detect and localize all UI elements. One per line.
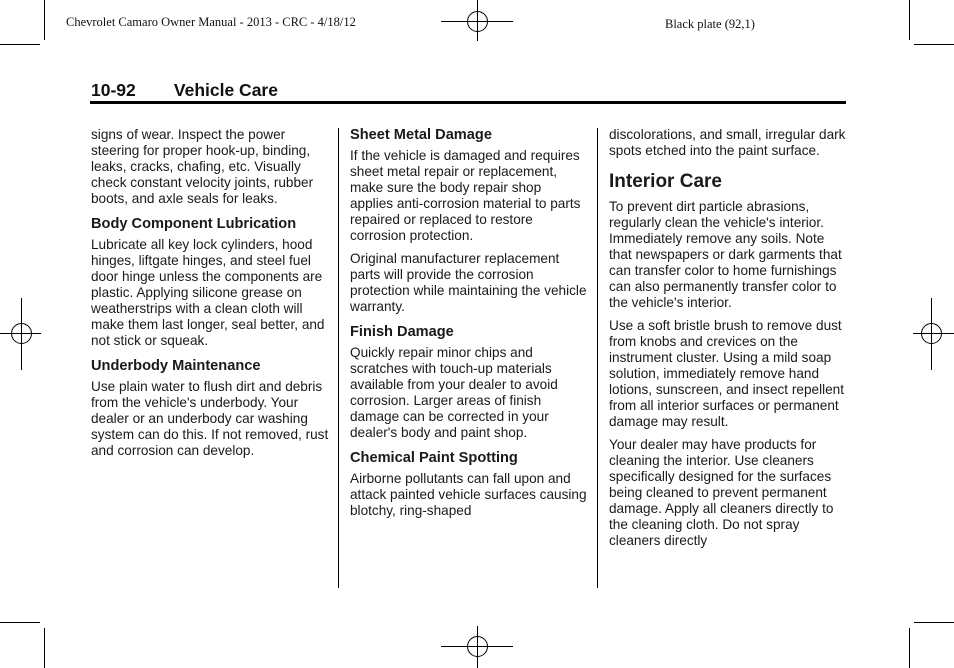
paragraph: If the vehicle is damaged and requires sheet metal repair or replacement, make sure the body repair shop applies anti-corrosion material to parts repaired or replaced to restore corrosion protection. — [350, 148, 581, 243]
paragraph: Quickly repair minor chips and scratches with touch-up materials available from your dealer to avoid corrosion. Larger areas of finish damage can be corrected in your dealer's body and paint shop. — [350, 345, 558, 440]
section-header — [91, 80, 278, 101]
column-1 — [91, 127, 331, 466]
paragraph: Your dealer may have products for cleaning the interior. Use cleaners specifically designed for the surfaces being cleaned to prevent permanent damage. Apply all cleaners directly to the cleaning cloth. Do not spray cleaners directly — [609, 437, 834, 548]
heading-interior-care: Interior Care — [609, 171, 722, 192]
paragraph: Lubricate all key lock cylinders, hood hinges, liftgate hinges, and steel fuel door hinge unless the components are plastic. Applying silicone grease on weatherstrips with a clean cloth will make them last longer, seal better, and not stick or squeak. — [91, 237, 325, 348]
header-rule — [90, 101, 846, 104]
subheading-finish-damage: Finish Damage — [350, 324, 454, 340]
paragraph: Original manufacturer replacement parts will provide the corrosion protection while maintaining the vehicle warranty. — [350, 251, 587, 314]
document-info: Chevrolet Camaro Owner Manual - 2013 - CRC - 4/18/12 — [66, 15, 356, 29]
column-divider-1 — [338, 128, 339, 588]
subheading-body-component-lubrication: Body Component Lubrication — [91, 216, 297, 232]
subheading-underbody-maintenance: Underbody Maintenance — [91, 358, 261, 374]
subheading-chemical-paint-spotting: Chemical Paint Spotting — [350, 450, 518, 466]
column-2 — [350, 127, 588, 526]
page-number: 10-92 — [91, 80, 136, 100]
paragraph: Airborne pollutants can fall upon and attack painted vehicle surfaces causing blotchy, ring-shaped — [350, 471, 587, 518]
column-divider-2 — [597, 128, 598, 588]
paragraph: Use plain water to flush dirt and debris from the vehicle's underbody. Your dealer or an underbody car washing system can do this. If not removed, rust and corrosion can develop. — [91, 379, 329, 458]
paragraph: Use a soft bristle brush to remove dust from knobs and crevices on the instrument cluster. Using a mild soap solution, immediately remove hand lotions, sunscreen, and insect repellent from all interior surfaces or permanent damage may result. — [609, 318, 845, 429]
paragraph: discolorations, and small, irregular dark spots etched into the paint surface. — [609, 127, 846, 158]
subheading-sheet-metal-damage: Sheet Metal Damage — [350, 127, 492, 143]
column-3 — [609, 127, 849, 556]
paragraph: signs of wear. Inspect the power steering for proper hook-up, binding, leaks, cracks, chafing, etc. Visually check constant velocity joints, rubber boots, and axle seals for leaks. — [91, 127, 314, 206]
section-title: Vehicle Care — [173, 80, 278, 100]
paragraph: To prevent dirt particle abrasions, regularly clean the vehicle's interior. Immediately remove any soils. Note that newspapers or dark garments that can transfer color to home furnishings can also permanently transfer color to the vehicle's interior. — [609, 199, 842, 310]
plate-info: Black plate (92,1) — [665, 17, 755, 31]
